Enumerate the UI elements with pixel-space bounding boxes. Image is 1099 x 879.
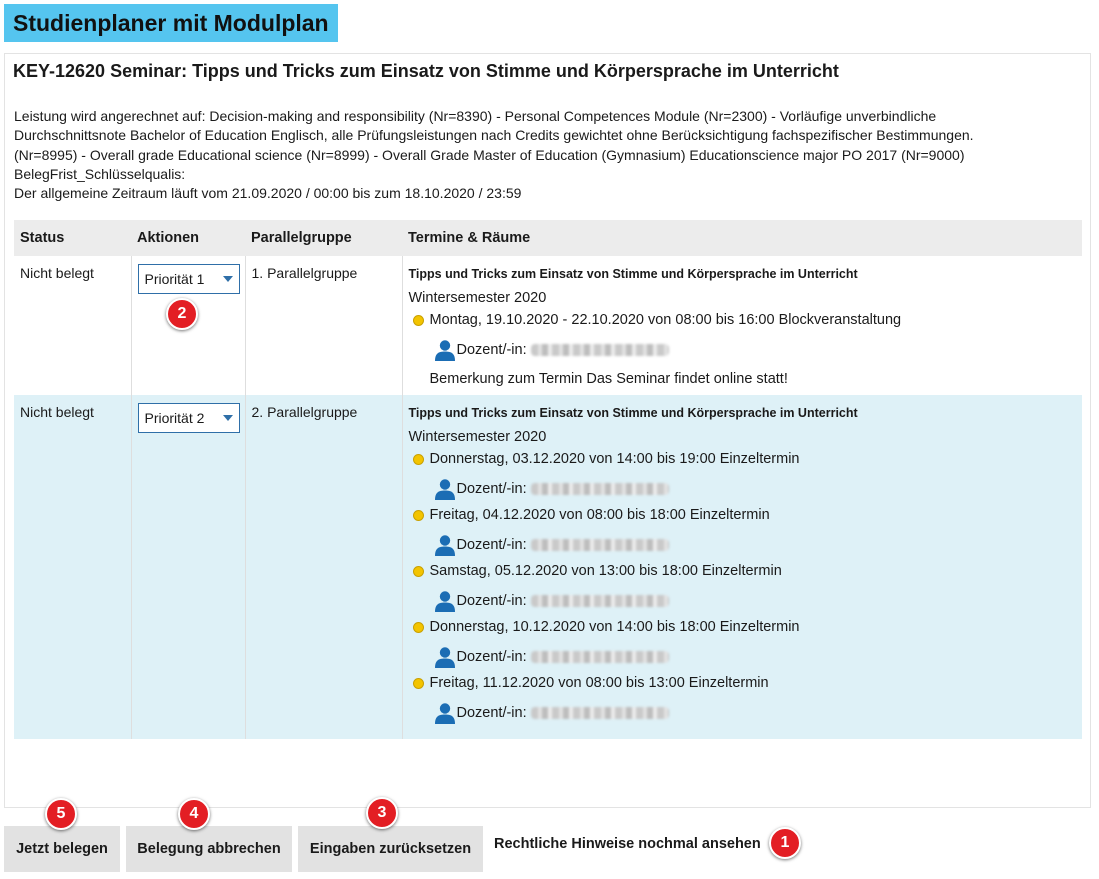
info-line: (Nr=8995) - Overall grade Educational science (Nr=8999) - Overall Grade Master of Education (Gymnasium) Educationscience major PO 2017 (Nr=9000)	[14, 146, 965, 163]
semester: Wintersemester 2020	[408, 429, 547, 445]
status-dot-icon	[413, 454, 424, 465]
person-icon	[434, 590, 456, 612]
appointment-text: Samstag, 05.12.2020 von 13:00 bis 18:00 Einzeltermin	[429, 563, 782, 579]
appointment-text: Donnerstag, 10.12.2020 von 14:00 bis 18:00 Einzeltermin	[429, 619, 800, 635]
page-title-text: Studienplaner mit Modulplan	[13, 10, 329, 36]
lecturer	[434, 588, 1077, 613]
module-info	[14, 107, 1084, 203]
lecturer-name-redacted	[531, 651, 669, 663]
column-header-actions: Aktionen	[131, 220, 245, 256]
appointment	[409, 675, 1077, 691]
page-title	[4, 4, 338, 42]
status-dot-icon	[413, 510, 424, 521]
submit-button[interactable]: Jetzt belegen	[4, 826, 120, 872]
chevron-down-icon	[223, 415, 233, 421]
status-dot-icon	[413, 566, 424, 577]
group-cell	[245, 395, 402, 739]
info-line: BelegFrist_Schlüsselqualis:	[14, 165, 186, 182]
lecturer-name-redacted	[531, 344, 669, 356]
course-title: Tipps und Tricks zum Einsatz von Stimme und Körpersprache im Unterricht	[408, 406, 858, 420]
dates-cell	[402, 395, 1082, 739]
priority-select-1[interactable]	[138, 264, 240, 294]
step-badge-5: 5	[45, 798, 77, 830]
lecturer-label: Dozent/-in:	[456, 341, 527, 358]
lecturer-name-redacted	[531, 483, 669, 495]
priority-select-value: Priorität 1	[144, 271, 205, 287]
info-line: Durchschnittsnote Bachelor of Education Englisch, alle Prüfungsleistungen nach Credits gewichtet ohne Berücksichtigung fachspezifischer Bestimmungen.	[14, 127, 974, 144]
lecturer-label: Dozent/-in:	[456, 480, 527, 497]
info-line: Leistung wird angerechnet auf: Decision-making and responsibility (Nr=8390) - Personal Competences Module (Nr=2300) - Vorläufige unverbindliche	[14, 108, 937, 124]
cancel-button[interactable]: Belegung abbrechen	[126, 826, 292, 872]
person-icon	[434, 534, 456, 556]
column-header-dates: Termine & Räume	[402, 220, 1082, 256]
appointment	[409, 451, 1077, 467]
appointment-text: Freitag, 11.12.2020 von 08:00 bis 13:00 Einzeltermin	[429, 675, 769, 691]
person-icon	[434, 478, 456, 500]
appointment	[409, 619, 1077, 635]
table-header-row	[14, 220, 1082, 256]
lecturer	[434, 532, 1077, 557]
legal-notice-link[interactable]: Rechtliche Hinweise nochmal ansehen	[494, 836, 761, 852]
status-dot-icon	[413, 678, 424, 689]
priority-select-2[interactable]	[138, 403, 240, 433]
status-text: Nicht belegt	[20, 404, 94, 420]
table-row	[14, 395, 1082, 739]
appointment	[409, 563, 1077, 579]
group-cell	[245, 256, 402, 395]
person-icon	[434, 702, 456, 724]
lecturer-label: Dozent/-in:	[456, 704, 527, 721]
step-badge-2: 2	[166, 298, 198, 330]
column-header-group: Parallelgruppe	[245, 220, 402, 256]
module-title: KEY-12620 Seminar: Tipps und Tricks zum Einsatz von Stimme und Körpersprache im Unterricht	[13, 61, 839, 81]
lecturer-label: Dozent/-in:	[456, 536, 527, 553]
appointment-remark: Bemerkung zum Termin Das Seminar findet online statt!	[429, 371, 788, 387]
lecturer	[434, 700, 1077, 725]
lecturer	[434, 476, 1077, 501]
step-badge-3: 3	[366, 797, 398, 829]
parallel-groups-table	[14, 220, 1082, 739]
status-dot-icon	[413, 622, 424, 633]
lecturer-label: Dozent/-in:	[456, 592, 527, 609]
status-cell	[14, 256, 131, 395]
appointment	[409, 507, 1077, 523]
person-icon	[434, 339, 456, 361]
column-header-status: Status	[14, 220, 131, 256]
priority-select-value: Priorität 2	[144, 410, 205, 426]
appointment	[409, 312, 1077, 328]
lecturer-name-redacted	[531, 539, 669, 551]
info-line: Der allgemeine Zeitraum läuft vom 21.09.2020 / 00:00 bis zum 18.10.2020 / 23:59	[14, 185, 522, 202]
reset-button[interactable]: Eingaben zurücksetzen	[298, 826, 483, 872]
person-icon	[434, 646, 456, 668]
lecturer-name-redacted	[531, 707, 669, 719]
actions-cell	[131, 395, 245, 739]
dates-cell	[402, 256, 1082, 395]
status-dot-icon	[413, 315, 424, 326]
status-text: Nicht belegt	[20, 265, 94, 281]
course-title: Tipps und Tricks zum Einsatz von Stimme und Körpersprache im Unterricht	[408, 267, 858, 281]
semester: Wintersemester 2020	[408, 290, 547, 306]
appointment-text: Donnerstag, 03.12.2020 von 14:00 bis 19:00 Einzeltermin	[429, 451, 800, 467]
lecturer	[434, 337, 1077, 362]
chevron-down-icon	[223, 276, 233, 282]
status-cell	[14, 395, 131, 739]
group-name: 1. Parallelgruppe	[251, 265, 358, 281]
appointment-text: Freitag, 04.12.2020 von 08:00 bis 18:00 Einzeltermin	[429, 507, 770, 523]
step-badge-4: 4	[178, 798, 210, 830]
lecturer-name-redacted	[531, 595, 669, 607]
group-name: 2. Parallelgruppe	[251, 404, 358, 420]
step-badge-1: 1	[769, 827, 801, 859]
lecturer	[434, 644, 1077, 669]
appointment-text: Montag, 19.10.2020 - 22.10.2020 von 08:00 bis 16:00 Blockveranstaltung	[429, 312, 902, 328]
lecturer-label: Dozent/-in:	[456, 648, 527, 665]
